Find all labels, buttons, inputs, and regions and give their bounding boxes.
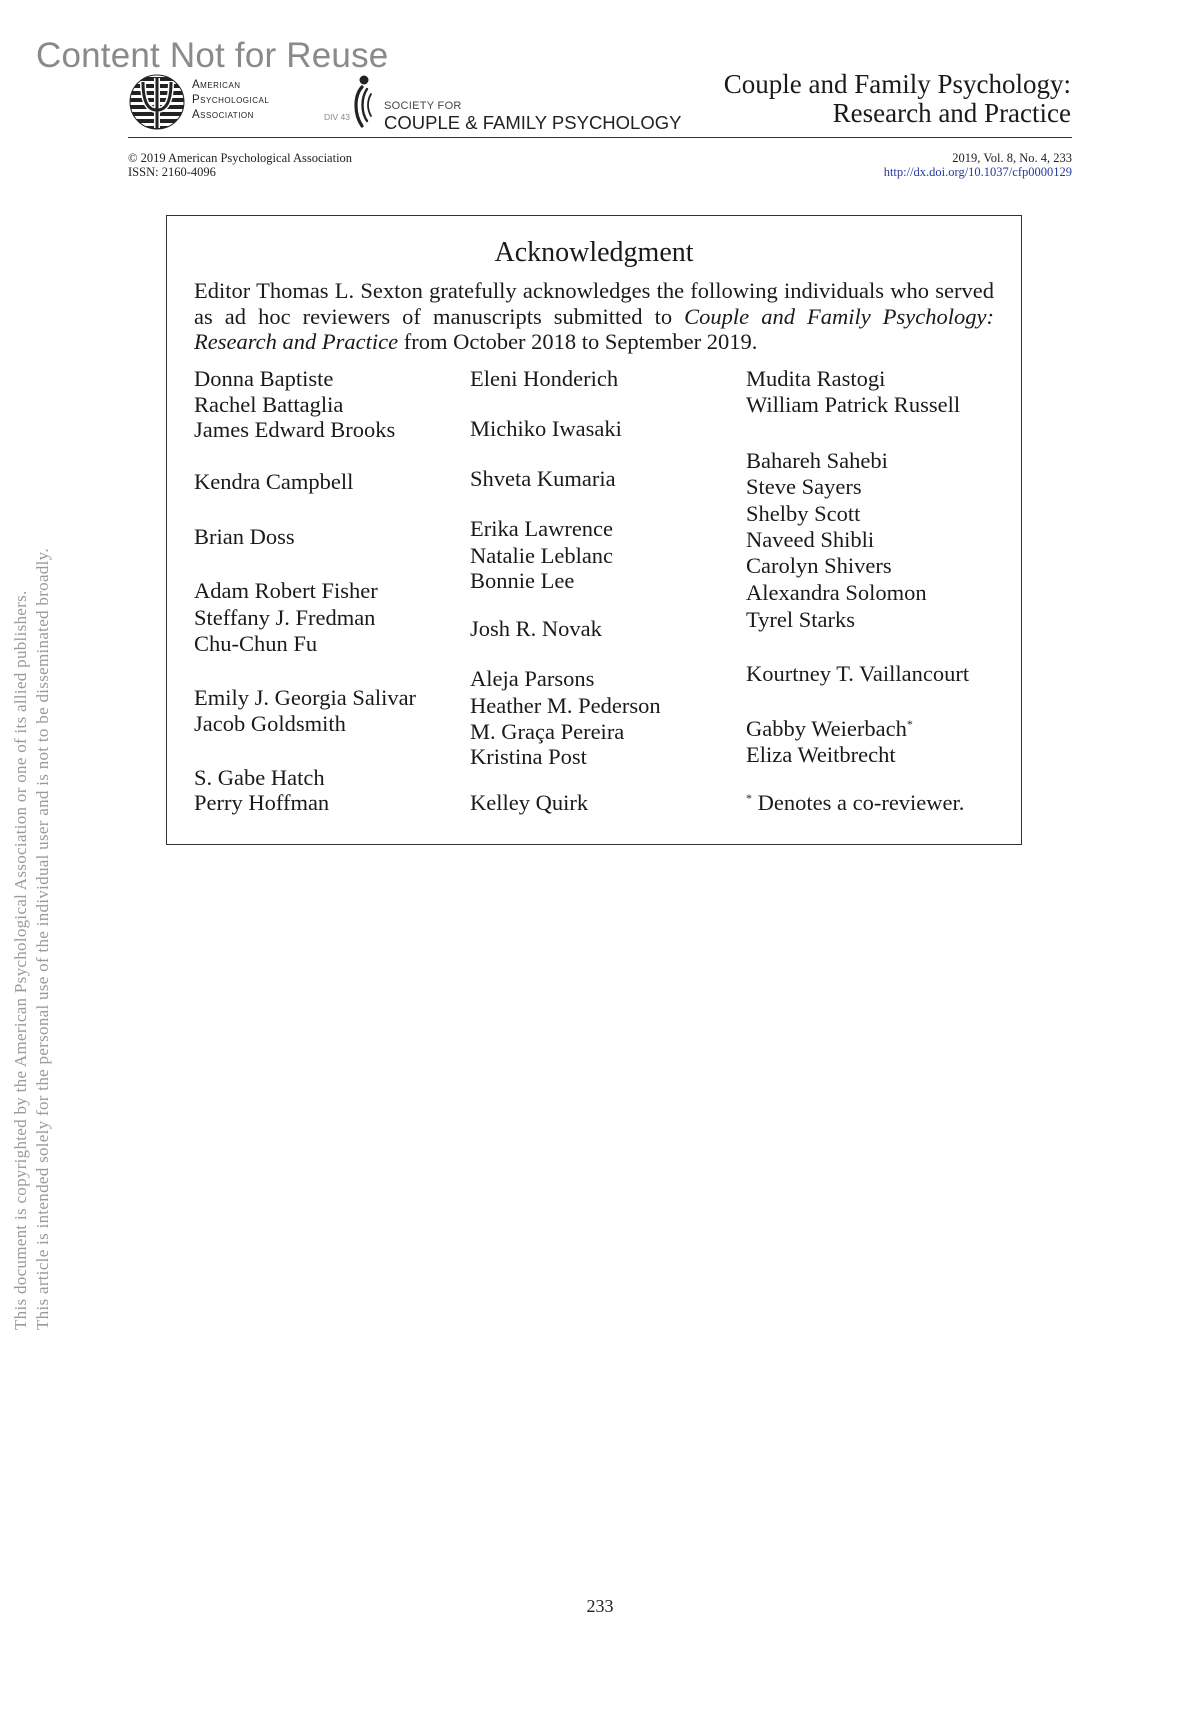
intro-journal-name: Couple and Family Psychology: Research and Practice xyxy=(194,303,995,354)
reviewer-name: Carolyn Shivers xyxy=(746,553,892,578)
reviewer-name: Steffany J. Fredman xyxy=(194,605,376,630)
reviewer-name: Rachel Battaglia xyxy=(194,392,344,417)
reviewer-name: Kendra Campbell xyxy=(194,469,354,494)
reviewer-name: Donna Baptiste xyxy=(194,366,334,391)
division-label: DIV 43 xyxy=(324,112,350,122)
society-line1: SOCIETY FOR xyxy=(384,100,462,112)
reviewer-name: Tyrel Starks xyxy=(746,607,856,632)
reviewer-name: William Patrick Russell xyxy=(746,392,961,417)
apa-wordmark xyxy=(192,78,269,123)
reviewer-name-co-reviewer xyxy=(746,716,913,741)
footnote-marker: * xyxy=(746,791,752,805)
reviewer-name: Gabby Weierbach xyxy=(746,716,907,741)
apa-logo xyxy=(129,74,289,130)
doi-link[interactable]: http://dx.doi.org/10.1037/cfp0000129 xyxy=(883,165,1072,179)
society-line2: COUPLE & FAMILY PSYCHOLOGY xyxy=(384,112,682,133)
reviewer-name: Perry Hoffman xyxy=(194,790,330,815)
side-notice-line2: This article is intended solely for the personal use of the individual user and is not to be disseminated broadly. xyxy=(33,548,52,1330)
reviewer-name: Michiko Iwasaki xyxy=(470,416,622,441)
citation-info xyxy=(884,151,1072,179)
acknowledgment-intro xyxy=(194,278,994,355)
reviewer-name: Mudita Rastogi xyxy=(746,366,886,391)
page-number: 233 xyxy=(586,1596,614,1616)
reviewer-name: Eliza Weitbrecht xyxy=(746,742,896,767)
reviewer-name: Aleja Parsons xyxy=(470,666,595,691)
reviewer-name: Heather M. Pederson xyxy=(470,693,661,718)
apa-wordmark-line: Association xyxy=(192,109,254,121)
reviewer-name: Erika Lawrence xyxy=(470,516,614,541)
reviewer-name: Chu-Chun Fu xyxy=(194,631,318,656)
footnote-text: Denotes a co-reviewer. xyxy=(752,790,965,815)
reviewer-name: Jacob Goldsmith xyxy=(194,711,346,736)
reviewer-name: Kristina Post xyxy=(470,744,587,769)
journal-title xyxy=(724,70,1071,128)
reviewer-name: M. Graça Pereira xyxy=(470,719,625,744)
reviewer-name: James Edward Brooks xyxy=(194,417,396,442)
apa-wordmark-line: Psychological xyxy=(192,94,270,106)
reviewer-name: Bonnie Lee xyxy=(470,568,575,593)
co-reviewer-footnote xyxy=(746,790,964,815)
reviewer-name: Adam Robert Fisher xyxy=(194,578,378,603)
reviewer-name: S. Gabe Hatch xyxy=(194,765,325,790)
co-reviewer-marker: * xyxy=(906,717,913,731)
reviewer-name: Emily J. Georgia Salivar xyxy=(194,685,417,710)
intro-text-end: from October 2018 to September 2019. xyxy=(398,329,758,354)
issn-line: ISSN: 2160-4096 xyxy=(128,165,216,179)
journal-title-line2: Research and Practice xyxy=(832,98,1071,128)
reviewer-name: Shveta Kumaria xyxy=(470,466,616,491)
apa-wordmark-line: American xyxy=(192,79,241,91)
volume-line: 2019, Vol. 8, No. 4, 233 xyxy=(952,151,1072,165)
copyright-line: © 2019 American Psychological Association xyxy=(128,151,353,165)
society-logo xyxy=(324,74,684,136)
reviewer-name: Eleni Honderich xyxy=(470,366,619,391)
reviewer-name: Shelby Scott xyxy=(746,501,861,526)
reviewer-name: Kourtney T. Vaillancourt xyxy=(746,661,970,686)
content-not-for-reuse-label: Content Not for Reuse xyxy=(36,36,389,75)
journal-title-line1: Couple and Family Psychology: xyxy=(723,69,1071,99)
intro-text: Editor Thomas L. Sexton gratefully acknowledges the following individuals who served as ad hoc reviewers of manuscripts submitted to xyxy=(194,278,994,329)
psi-icon xyxy=(129,74,185,130)
acknowledgment-box xyxy=(166,215,1022,845)
society-figure-icon xyxy=(352,74,382,132)
reviewer-name: Natalie Leblanc xyxy=(470,543,614,568)
copyright-side-notice xyxy=(10,548,54,1330)
reviewer-name: Josh R. Novak xyxy=(470,616,602,641)
reviewer-name: Kelley Quirk xyxy=(470,790,589,815)
header-divider xyxy=(128,137,1072,138)
acknowledgment-title: Acknowledgment xyxy=(494,237,694,268)
reviewer-name: Steve Sayers xyxy=(746,474,862,499)
reviewer-name: Brian Doss xyxy=(194,524,295,549)
reviewer-name: Alexandra Solomon xyxy=(746,580,927,605)
reviewer-name: Bahareh Sahebi xyxy=(746,448,888,473)
side-notice-line1: This document is copyrighted by the American Psychological Association or one of its allied publishers. xyxy=(11,590,30,1330)
reviewer-name: Naveed Shibli xyxy=(746,527,875,552)
publication-info xyxy=(128,151,352,179)
